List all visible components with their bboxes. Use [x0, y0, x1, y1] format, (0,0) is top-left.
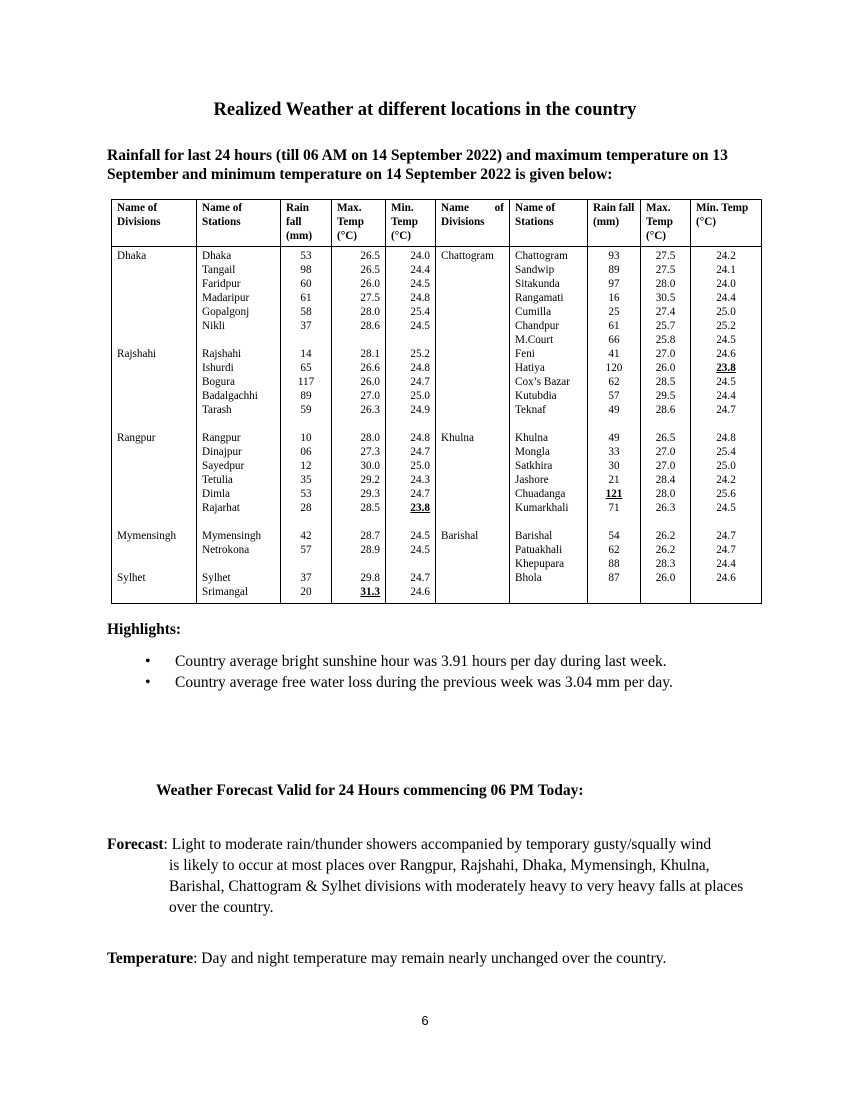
- table-cell: [117, 319, 191, 333]
- table-cell: 28.6: [655, 404, 676, 416]
- table-cell: Netrokona: [202, 544, 250, 556]
- table-cell: 89: [608, 264, 620, 276]
- table-cell: [441, 571, 504, 585]
- table-cell: Srimangal: [202, 586, 248, 598]
- table-cell: Nikli: [202, 320, 225, 332]
- right-max-cell: [641, 247, 691, 604]
- table-cell: 97: [608, 278, 620, 290]
- table-cell: [441, 263, 504, 277]
- table-cell: [441, 557, 504, 571]
- table-cell: 26.0: [360, 376, 380, 388]
- table-cell: 24.7: [410, 572, 430, 584]
- table-cell: [117, 501, 191, 515]
- table-cell: [441, 543, 504, 557]
- table-cell: 24.5: [410, 320, 430, 332]
- table-cell: Patuakhali: [515, 544, 563, 556]
- table-cell: [391, 333, 430, 347]
- table-cell: 25.7: [655, 320, 676, 332]
- table-cell: 28.9: [360, 544, 380, 556]
- table-cell: [441, 361, 504, 375]
- table-cell: 121: [605, 488, 623, 500]
- table-cell: 24.1: [716, 264, 736, 276]
- table-cell: 12: [300, 460, 312, 472]
- table-cell: 25.4: [716, 446, 736, 458]
- table-cell: Kutubdia: [515, 390, 557, 402]
- table-cell: [117, 333, 191, 347]
- table-cell: 24.0: [410, 250, 430, 262]
- table-cell: 98: [300, 264, 312, 276]
- table-cell: [696, 515, 756, 529]
- table-cell: [117, 515, 191, 529]
- table-cell: [117, 557, 191, 571]
- left-min-cell: [386, 247, 436, 604]
- table-cell: Barishal: [515, 530, 553, 542]
- table-cell: 24.8: [410, 362, 430, 374]
- table-cell: 24.5: [410, 278, 430, 290]
- left-max-cell: [332, 247, 386, 604]
- table-cell: 24.8: [410, 432, 430, 444]
- table-cell: [441, 515, 504, 529]
- table-cell: [515, 515, 582, 529]
- table-cell: [593, 417, 635, 431]
- table-intro: Rainfall for last 24 hours (till 06 AM on 14 September 2022) and maximum temperature on 13 September and minimum temperature on 14 September 2022 is given below:: [107, 147, 728, 183]
- header-division-right-c: Divisions: [441, 216, 485, 228]
- table-cell: [117, 291, 191, 305]
- table-cell: 28.0: [360, 432, 380, 444]
- table-cell: 24.6: [716, 572, 736, 584]
- table-cell: [391, 417, 430, 431]
- table-cell: 24.0: [716, 278, 736, 290]
- table-cell: Gopalgonj: [202, 306, 250, 318]
- table-cell: 24.5: [716, 376, 736, 388]
- table-cell: Cumilla: [515, 306, 552, 318]
- table-cell: 28.0: [655, 278, 676, 290]
- table-cell: Hatiya: [515, 362, 545, 374]
- table-cell: Mymensingh: [117, 530, 177, 542]
- table-cell: 29.5: [655, 390, 676, 402]
- table-cell: 61: [608, 320, 620, 332]
- table-cell: 28.1: [360, 348, 380, 360]
- table-cell: Dimla: [202, 488, 230, 500]
- table-cell: 27.5: [655, 250, 676, 262]
- table-cell: 37: [300, 572, 312, 584]
- table-cell: [441, 347, 504, 361]
- left-stations-cell: [197, 247, 281, 604]
- table-cell: Tangail: [202, 264, 236, 276]
- table-cell: 58: [300, 306, 312, 318]
- table-cell: [441, 333, 504, 347]
- table-cell: 30.5: [655, 292, 676, 304]
- table-cell: [117, 459, 191, 473]
- table-cell: 14: [300, 348, 312, 360]
- header-division-right-b: of: [494, 202, 504, 214]
- table-cell: 53: [300, 250, 312, 262]
- table-cell: [646, 585, 685, 599]
- table-cell: Feni: [515, 348, 535, 360]
- table-cell: [202, 333, 275, 347]
- table-cell: 24.7: [410, 446, 430, 458]
- table-header-row: [112, 200, 762, 247]
- table-cell: 27.4: [655, 306, 676, 318]
- table-cell: 24.7: [410, 488, 430, 500]
- table-cell: [117, 263, 191, 277]
- table-cell: Rangamati: [515, 292, 564, 304]
- table-cell: [337, 557, 380, 571]
- table-cell: [117, 361, 191, 375]
- table-cell: 25.2: [410, 348, 430, 360]
- table-cell: 24.7: [410, 376, 430, 388]
- table-cell: 27.0: [655, 348, 676, 360]
- table-cell: Rajshahi: [117, 348, 157, 360]
- table-cell: 24.4: [716, 390, 736, 402]
- table-cell: 25.4: [410, 306, 430, 318]
- table-cell: 27.3: [360, 446, 380, 458]
- table-cell: 30: [608, 460, 620, 472]
- table-cell: [441, 585, 504, 599]
- table-cell: 25.8: [655, 334, 676, 346]
- table-cell: 59: [300, 404, 312, 416]
- table-cell: 25.0: [410, 460, 430, 472]
- highlight-item: • Country average free water loss during the previous week was 3.04 mm per day.: [145, 672, 673, 693]
- table-cell: 25.0: [410, 390, 430, 402]
- table-cell: 24.4: [410, 264, 430, 276]
- table-cell: [696, 417, 756, 431]
- table-cell: 28: [300, 502, 312, 514]
- table-cell: 24.6: [716, 348, 736, 360]
- table-cell: 24.7: [716, 544, 736, 556]
- table-cell: 28.7: [360, 530, 380, 542]
- table-cell: 26.0: [360, 278, 380, 290]
- table-cell: 37: [300, 320, 312, 332]
- table-cell: Sylhet: [117, 572, 146, 584]
- table-cell: Tarash: [202, 404, 232, 416]
- table-cell: 24.8: [716, 432, 736, 444]
- table-cell: 28.0: [360, 306, 380, 318]
- table-cell: 26.3: [655, 502, 676, 514]
- table-cell: Bogura: [202, 376, 235, 388]
- table-cell: 24.7: [716, 530, 736, 542]
- forecast-paragraph: [107, 834, 767, 918]
- table-cell: Dhaka: [117, 250, 147, 262]
- right-divisions-cell: [436, 247, 510, 604]
- forecast-text-first: : Light to moderate rain/thunder showers accompanied by temporary gusty/squally wind: [163, 836, 712, 853]
- right-min-cell: [691, 247, 762, 604]
- table-cell: 24.2: [716, 474, 736, 486]
- table-cell: 26.2: [655, 544, 676, 556]
- table-cell: [286, 515, 326, 529]
- table-cell: 33: [608, 446, 620, 458]
- table-cell: [117, 585, 191, 599]
- table-cell: 24.9: [410, 404, 430, 416]
- table-cell: Chuadanga: [515, 488, 566, 500]
- table-cell: 25: [608, 306, 620, 318]
- table-cell: 26.5: [360, 250, 380, 262]
- table-cell: Faridpur: [202, 278, 241, 290]
- table-cell: 29.8: [360, 572, 380, 584]
- table-cell: 61: [300, 292, 312, 304]
- table-cell: 27.5: [655, 264, 676, 276]
- table-cell: 28.3: [655, 558, 676, 570]
- table-cell: 25.6: [716, 488, 736, 500]
- table-cell: 26.0: [655, 362, 676, 374]
- highlight-item: • Country average bright sunshine hour was 3.91 hours per day during last week.: [145, 651, 673, 672]
- table-cell: 26.0: [655, 572, 676, 584]
- table-cell: Rajshahi: [202, 348, 242, 360]
- table-cell: [441, 403, 504, 417]
- table-cell: 62: [608, 376, 620, 388]
- table-cell: 54: [608, 530, 620, 542]
- table-cell: Rangpur: [202, 432, 241, 444]
- table-cell: [337, 417, 380, 431]
- highlights-title: Highlights:: [107, 621, 182, 638]
- table-cell: 62: [608, 544, 620, 556]
- table-cell: [441, 319, 504, 333]
- table-cell: Ishurdi: [202, 362, 234, 374]
- table-cell: 57: [300, 544, 312, 556]
- table-cell: [441, 473, 504, 487]
- table-cell: Bhola: [515, 572, 542, 584]
- table-cell: Sandwip: [515, 264, 555, 276]
- table-cell: Sitakunda: [515, 278, 560, 290]
- table-cell: [117, 403, 191, 417]
- table-cell: [391, 557, 430, 571]
- table-cell: 35: [300, 474, 312, 486]
- table-cell: 24.5: [716, 334, 736, 346]
- table-cell: 23.8: [716, 362, 736, 374]
- table-cell: Teknaf: [515, 404, 546, 416]
- table-cell: 65: [300, 362, 312, 374]
- table-cell: Satkhira: [515, 460, 553, 472]
- table-cell: 30.0: [360, 460, 380, 472]
- table-cell: [441, 487, 504, 501]
- table-cell: 28.5: [655, 376, 676, 388]
- table-cell: 28.4: [655, 474, 676, 486]
- table-cell: 28.5: [360, 502, 380, 514]
- table-cell: 71: [608, 502, 620, 514]
- table-cell: 10: [300, 432, 312, 444]
- table-cell: 25.0: [716, 306, 736, 318]
- table-cell: 25.2: [716, 320, 736, 332]
- table-cell: [117, 305, 191, 319]
- header-division: Name of Divisions: [112, 200, 197, 247]
- table-cell: 24.5: [716, 502, 736, 514]
- table-cell: [593, 585, 635, 599]
- table-cell: 117: [297, 376, 315, 388]
- header-rain-right: Rain fall (mm): [588, 200, 641, 247]
- temperature-text: : Day and night temperature may remain nearly unchanged over the country.: [193, 950, 667, 967]
- table-cell: 31.3: [360, 586, 380, 598]
- table-cell: 27.5: [360, 292, 380, 304]
- table-cell: Jashore: [515, 474, 549, 486]
- right-rain-cell: [588, 247, 641, 604]
- table-cell: Barishal: [441, 530, 479, 542]
- page-number: 6: [421, 1013, 429, 1028]
- table-cell: Mongla: [515, 446, 550, 458]
- table-cell: [117, 417, 191, 431]
- weather-table: [111, 199, 762, 604]
- header-station-right: Name of Stations: [510, 200, 588, 247]
- table-cell: Khepupara: [515, 558, 565, 570]
- table-cell: 24.5: [410, 544, 430, 556]
- header-min-temp: Min. Temp (°C): [386, 200, 436, 247]
- table-cell: Khulna: [441, 432, 474, 444]
- table-cell: 24.7: [716, 404, 736, 416]
- table-cell: 26.3: [360, 404, 380, 416]
- header-station: Name of Stations: [197, 200, 281, 247]
- table-cell: 20: [300, 586, 312, 598]
- table-cell: 29.3: [360, 488, 380, 500]
- table-cell: 28.6: [360, 320, 380, 332]
- right-stations-cell: [510, 247, 588, 604]
- header-min-temp-right: Min. Temp (°C): [691, 200, 762, 247]
- table-cell: 24.5: [410, 530, 430, 542]
- left-divisions-cell: [112, 247, 197, 604]
- table-cell: 27.0: [360, 390, 380, 402]
- table-cell: [117, 543, 191, 557]
- table-cell: Chandpur: [515, 320, 560, 332]
- table-cell: [286, 417, 326, 431]
- left-rain-cell: [281, 247, 332, 604]
- table-cell: 49: [608, 432, 620, 444]
- table-cell: 28.0: [655, 488, 676, 500]
- table-cell: 60: [300, 278, 312, 290]
- table-cell: 27.0: [655, 446, 676, 458]
- temperature-label: Temperature: [107, 950, 194, 967]
- table-cell: 88: [608, 558, 620, 570]
- table-cell: [515, 417, 582, 431]
- table-cell: 49: [608, 404, 620, 416]
- table-cell: 26.2: [655, 530, 676, 542]
- table-cell: [441, 291, 504, 305]
- forecast-text-rest: is likely to occur at most places over Rangpur, Rajshahi, Dhaka, Mymensingh, Khulna, Barishal, Chattogram & Sylhet divisions with moderately heavy to very heavy falls at places over the country.: [169, 857, 744, 916]
- table-cell: 93: [608, 250, 620, 262]
- table-cell: Rajarhat: [202, 502, 240, 514]
- table-cell: Kumarkhali: [515, 502, 569, 514]
- table-cell: [286, 557, 326, 571]
- table-cell: M.Court: [515, 334, 554, 346]
- highlights-list: [145, 651, 673, 693]
- table-cell: [646, 417, 685, 431]
- table-cell: [117, 487, 191, 501]
- table-cell: Cox’s Bazar: [515, 376, 570, 388]
- table-cell: 29.2: [360, 474, 380, 486]
- table-cell: Rangpur: [117, 432, 156, 444]
- table-cell: 24.8: [410, 292, 430, 304]
- forecast-label: Forecast: [107, 836, 164, 853]
- table-cell: [441, 501, 504, 515]
- table-cell: [441, 459, 504, 473]
- table-cell: Chattogram: [441, 250, 494, 262]
- table-cell: 21: [608, 474, 620, 486]
- table-cell: [441, 417, 504, 431]
- table-cell: 42: [300, 530, 312, 542]
- table-cell: Mymensingh: [202, 530, 262, 542]
- table-cell: 24.6: [410, 586, 430, 598]
- table-cell: Khulna: [515, 432, 548, 444]
- table-cell: 53: [300, 488, 312, 500]
- table-cell: Dinajpur: [202, 446, 242, 458]
- table-cell: [441, 445, 504, 459]
- header-division-right-a: Name: [441, 202, 469, 214]
- table-cell: [337, 333, 380, 347]
- table-cell: [117, 389, 191, 403]
- table-cell: [593, 515, 635, 529]
- table-cell: [515, 585, 582, 599]
- forecast-title: Weather Forecast Valid for 24 Hours commencing 06 PM Today:: [156, 782, 584, 799]
- table-cell: 66: [608, 334, 620, 346]
- table-cell: 57: [608, 390, 620, 402]
- table-cell: [202, 417, 275, 431]
- table-cell: Dhaka: [202, 250, 232, 262]
- table-cell: 16: [608, 292, 620, 304]
- table-cell: Badalgachhi: [202, 390, 258, 402]
- table-cell: [117, 375, 191, 389]
- table-cell: [117, 445, 191, 459]
- table-cell: Tetulia: [202, 474, 233, 486]
- table-cell: 26.6: [360, 362, 380, 374]
- table-cell: Madaripur: [202, 292, 250, 304]
- table-cell: Chattogram: [515, 250, 568, 262]
- table-cell: 26.5: [360, 264, 380, 276]
- table-cell: [441, 277, 504, 291]
- header-max-temp: Max. Temp (°C): [332, 200, 386, 247]
- table-cell: [117, 277, 191, 291]
- table-cell: 25.0: [716, 460, 736, 472]
- table-cell: [391, 515, 430, 529]
- table-cell: Sylhet: [202, 572, 231, 584]
- page-title: Realized Weather at different locations in the country: [213, 100, 637, 120]
- table-cell: 89: [300, 390, 312, 402]
- table-cell: [441, 375, 504, 389]
- header-max-temp-right: Max. Temp (°C): [641, 200, 691, 247]
- table-cell: 24.2: [716, 250, 736, 262]
- table-cell: 24.4: [716, 292, 736, 304]
- header-rain: Rain fall (mm): [281, 200, 332, 247]
- table-cell: [202, 515, 275, 529]
- table-cell: Sayedpur: [202, 460, 245, 472]
- table-cell: 23.8: [410, 502, 430, 514]
- table-cell: [646, 515, 685, 529]
- table-body-row: [112, 247, 762, 604]
- table-cell: 41: [608, 348, 620, 360]
- table-cell: [696, 585, 756, 599]
- table-cell: 26.5: [655, 432, 676, 444]
- table-cell: [286, 333, 326, 347]
- table-cell: 120: [605, 362, 623, 374]
- header-division-right: [436, 200, 510, 247]
- table-cell: [117, 473, 191, 487]
- table-cell: [202, 557, 275, 571]
- table-cell: 06: [300, 446, 312, 458]
- table-cell: 24.3: [410, 474, 430, 486]
- table-cell: [441, 305, 504, 319]
- table-cell: 24.4: [716, 558, 736, 570]
- table-cell: [337, 515, 380, 529]
- table-cell: 87: [608, 572, 620, 584]
- table-cell: 27.0: [655, 460, 676, 472]
- temperature-paragraph: [107, 948, 666, 969]
- table-cell: [441, 389, 504, 403]
